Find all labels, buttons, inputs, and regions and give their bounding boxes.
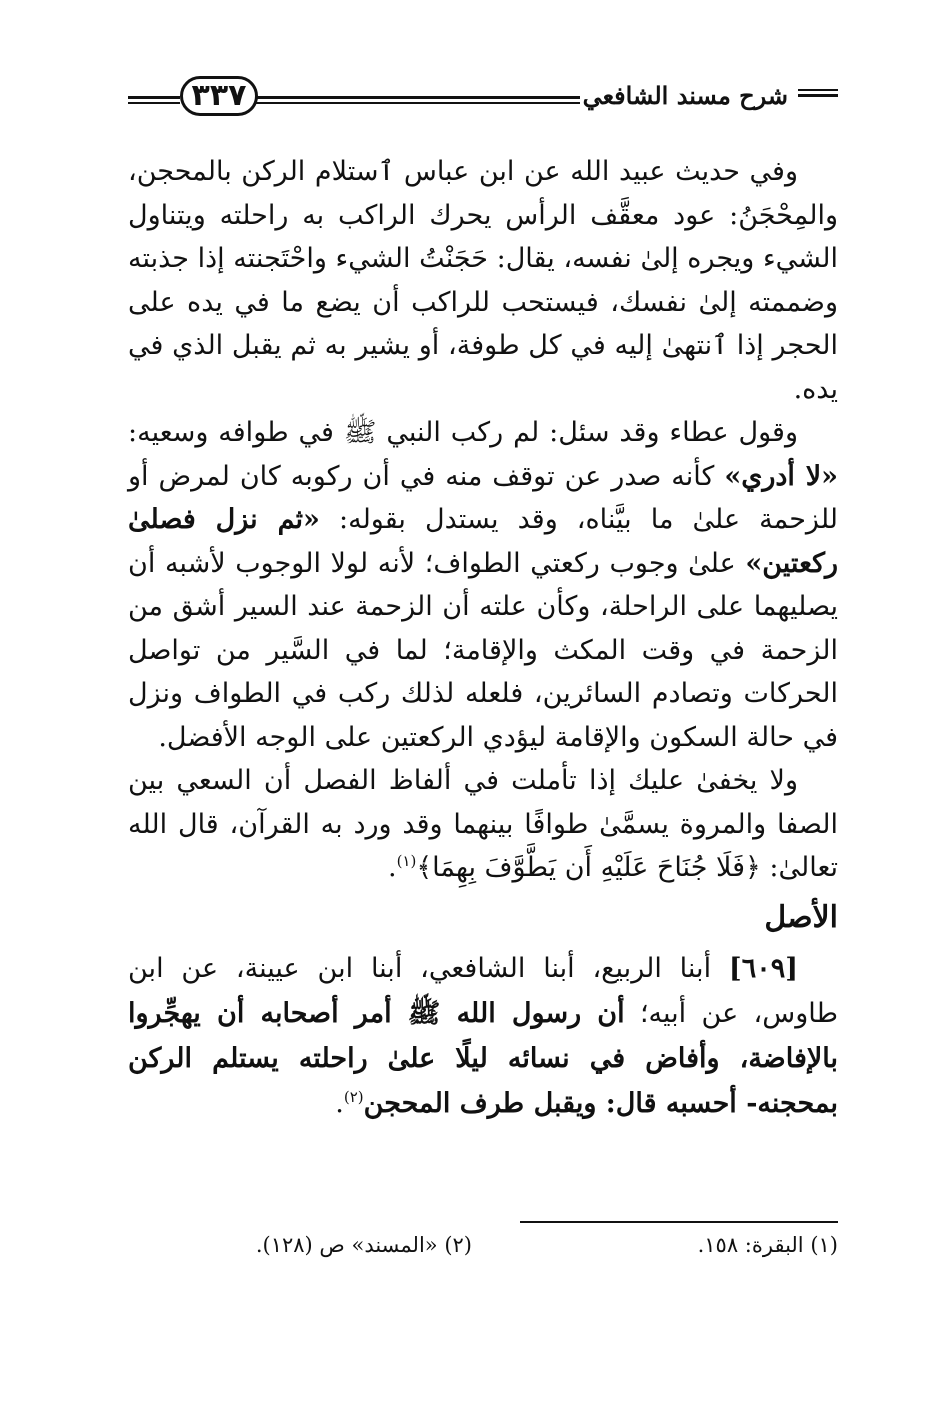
header-dash [798, 94, 838, 97]
paragraph-3-end: . [387, 852, 397, 883]
hadith-number: [٦٠٩] [728, 952, 798, 984]
header-rule-thin [256, 102, 580, 104]
footnote-ref-2: (٢) [343, 1087, 364, 1106]
footnote-1: (١) البقرة: ١٥٨. [697, 1233, 838, 1257]
footnote-separator [520, 1221, 838, 1223]
footnotes [128, 1228, 838, 1262]
hadith-matn: أن رسول الله ﷺ أمر أصحابه أن يهجِّروا بالإفاضة، وأفاض في نسائه ليلًا علىٰ راحلته يستلم الركن بمحجنه- أحسبه قال: ويقبل طرف المحجن [128, 997, 838, 1119]
book-title: شرح مسند الشافعي [579, 78, 792, 114]
header-dash-thin [798, 89, 838, 91]
paragraph-2 [128, 411, 838, 759]
paragraph-1: وفي حديث عبيد الله عن ابن عباس ٱستلام الركن بالمحجن، والمِحْجَنُ: عود معقَّف الرأس يحرك الراكب به راحلته ويتناول الشيء ويجره إلىٰ نفسه، يقال: حَجَنْتُ الشيء واحْتَجنته إذا جذبته وضممته إلىٰ نفسك، فيستحب للراكب أن يضع ما في يده على الحجر إذا ٱنتهىٰ إليه في كل طوفة، أو يشير به ثم يقبل الذي في يده. [128, 156, 838, 405]
header-rule-left [128, 96, 180, 99]
running-header [128, 72, 838, 122]
quote-la-adri: «لا أدري» [724, 460, 838, 492]
paragraph-2-text-a: وقول عطاء وقد سئل: لم ركب النبي ﷺ في طوافه وسعيه: [128, 417, 798, 448]
page-body [128, 150, 838, 1126]
footnote-2: (٢) «المسند» ص (١٢٨). [255, 1233, 472, 1257]
quote-rakatayn: «ثم نزل فصلىٰ ركعتين» [128, 504, 838, 579]
footnote-ref-1: (١) [396, 852, 417, 870]
hadith-narration [128, 946, 838, 1126]
quran-verse: ﴿فَلَا جُنَاحَ عَلَيْهِ أَن يَطَّوَّفَ بِهِمَا﴾ [416, 852, 761, 883]
section-heading: الأصل [764, 899, 838, 935]
paragraph-2-text-c: علىٰ وجوب ركعتي الطواف؛ لأنه لولا الوجوب لأشبه أن يصليهما على الراحلة، وكأن علته أن الزحمة عند السير أشق من الزحمة في وقت المكث والإقامة؛ لما في السَّير من تواصل الحركات وتصادم السائرين، فلعله لذلك ركب في الطواف ونزل في حالة السكون والإقامة ليؤدي الركعتين على الوجه الأفضل. [128, 547, 838, 753]
hadith-end: . [335, 1087, 344, 1119]
paragraph-3 [128, 759, 838, 890]
header-rule-left-thin [128, 102, 180, 104]
hadith-chain: أبنا الربيع، أبنا الشافعي، أبنا ابن عيينة، عن ابن طاوس، عن أبيه؛ [128, 952, 838, 1029]
page-number: ٣٣٧ [180, 76, 258, 116]
header-rule [256, 96, 580, 99]
paragraph-2-text-b: كأنه صدر عن توقف منه في أن ركوبه كان لمرض أو للزحمة علىٰ ما بيَّناه، وقد يستدل بقوله: [128, 460, 838, 535]
paragraph-3-text: ولا يخفىٰ عليك إذا تأملت في ألفاظ الفصل أن السعي بين الصفا والمروة يسمَّىٰ طوافًا بينهما وقد ورد به القرآن، قال الله تعالىٰ: [128, 765, 838, 883]
